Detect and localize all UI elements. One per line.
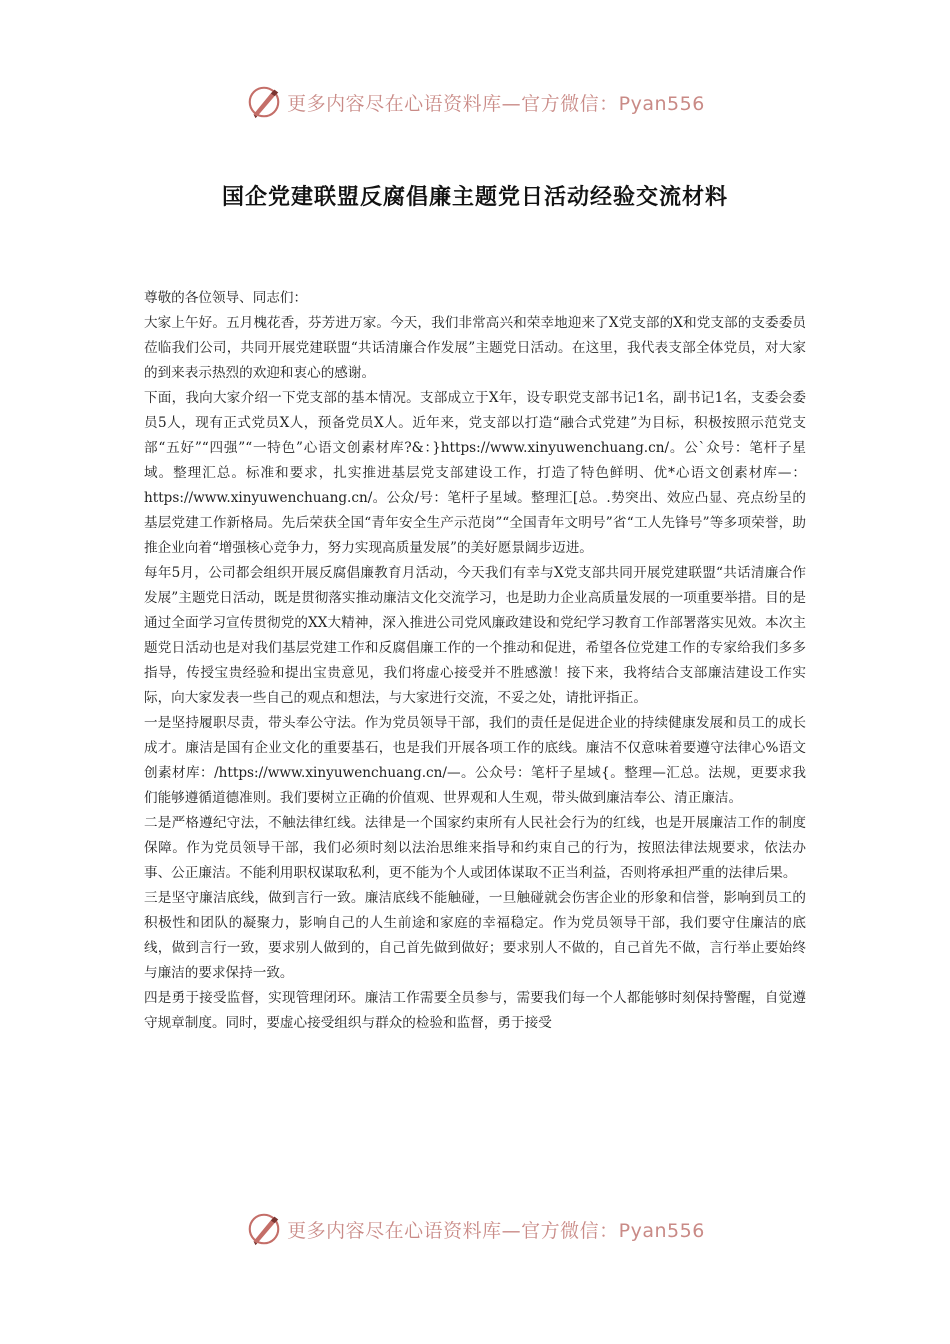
document-title: 国企党建联盟反腐倡廉主题党日活动经验交流材料 — [221, 185, 728, 210]
paragraph: 一是坚持履职尽责，带头奉公守法。作为党员领导干部，我们的责任是促进企业的持续健康发展和员工的成长成才。廉洁是国有企业文化的重要基石，也是我们开展各项工作的底线。廉洁不仅意味着要遵守法律心%语文创素材库：/https://www.xinyuwenchuang.cn/—。公众号：笔杆子星域{。整理—汇总。法规，更要求我们能够遵循道德准则。我们要树立正确的价值观、世界观和人生观，带头做到廉洁奉公、清正廉洁。 — [144, 715, 806, 806]
pen-logo-icon — [245, 83, 283, 121]
paragraph: 下面，我向大家介绍一下党支部的基本情况。支部成立于X年，设专职党支部书记1名，副书记1名，支委会委员5人，现有正式党员X人，预备党员X人。近年来，党支部以打造“融合式党建”为目标，积极按照示范党支部“五好”“四强”“一特色”心语文创素材库?&：}https://www.xinyuwenchuang.cn/。公`众号：笔杆子星域。整理汇总。标准和要求，扎实推进基层党支部建设工作，打造了特色鲜明、优*心语文创素材库—：https://www.xinyuwenchuang.cn/。公众/号：笔杆子星域。整理汇[总。.势突出、效应凸显、亮点纷呈的基层党建工作新格局。先后荣获全国“青年安全生产示范岗”“全国青年文明号”省“工人先锋号”等多项荣誉，助推企业向着“增强核心竞争力，努力实现高质量发展”的美好愿景阔步迈进。 — [144, 390, 806, 556]
paragraph: 尊敬的各位领导、同志们： — [144, 290, 308, 306]
paragraph: 四是勇于接受监督，实现管理闭环。廉洁工作需要全员参与，需要我们每一个人都能够时刻保持警醒，自觉遵守规章制度。同时，要虚心接受组织与群众的检验和监督，勇于接受 — [144, 990, 806, 1031]
header-banner — [0, 80, 950, 124]
banner-text: 更多内容尽在心语资料库—官方微信：Pyan556 — [287, 92, 705, 115]
banner-text: 更多内容尽在心语资料库—官方微信：Pyan556 — [287, 1219, 705, 1242]
paragraph: 每年5月，公司都会组织开展反腐倡廉教育月活动，今天我们有幸与X党支部共同开展党建联盟“共话清廉合作发展”主题党日活动，既是贯彻落实推动廉洁文化交流学习，也是助力企业高质量发展的一项重要举措。目的是通过全面学习宣传贯彻党的XX大精神，深入推进公司党风廉政建设和党纪学习教育工作部署落实见效。本次主题党日活动也是对我们基层党建工作和反腐倡廉工作的一个推动和促进，希望各位党建工作的专家给我们多多指导，传授宝贵经验和提出宝贵意见，我们将虚心接受并不胜感激！接下来，我将结合支部廉洁建设工作实际，向大家发表一些自己的观点和想法，与大家进行交流，不妥之处，请批评指正。 — [144, 565, 806, 706]
footer-banner — [0, 1207, 950, 1251]
paragraph: 大家上午好。五月槐花香，芬芳进万家。今天，我们非常高兴和荣幸地迎来了X党支部的X和党支部的支委委员莅临我们公司，共同开展党建联盟“共话清廉合作发展”主题党日活动。在这里，我代表支部全体党员，对大家的到来表示热烈的欢迎和衷心的感谢。 — [144, 315, 806, 381]
pen-logo-icon — [245, 1210, 283, 1248]
document-body — [144, 286, 806, 1036]
paragraph: 二是严格遵纪守法，不触法律红线。法律是一个国家约束所有人民社会行为的红线，也是开展廉洁工作的制度保障。作为党员领导干部，我们必须时刻以法治思维来指导和约束自己的行为，按照法律法规要求，依法办事、公正廉洁。不能利用职权谋取私利，更不能为个人或团体谋取不正当利益，否则将承担严重的法律后果。 — [144, 815, 806, 881]
paragraph: 三是坚守廉洁底线，做到言行一致。廉洁底线不能触碰，一旦触碰就会伤害企业的形象和信誉，影响到员工的积极性和团队的凝聚力，影响自己的人生前途和家庭的幸福稳定。作为党员领导干部，我们要守住廉洁的底线，做到言行一致，要求别人做到的，自己首先做到做好；要求别人不做的，自己首先不做，言行举止要始终与廉洁的要求保持一致。 — [144, 890, 806, 981]
